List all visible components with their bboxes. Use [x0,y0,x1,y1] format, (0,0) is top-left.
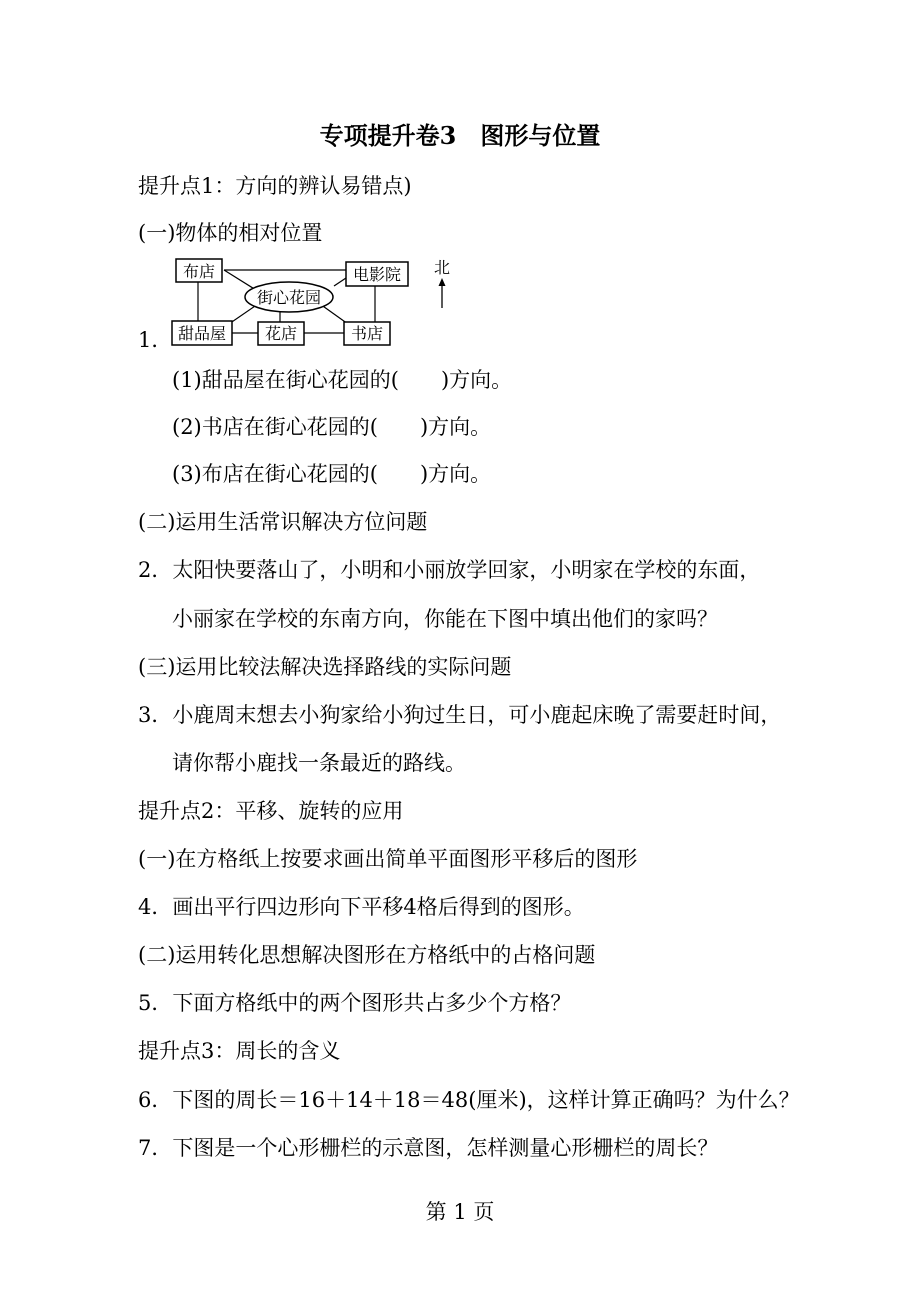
page-number: 第 1 页 [425,1200,495,1224]
question-text: 请你帮小鹿找一条最近的路线。 [172,751,466,775]
subsection-heading: (一)物体的相对位置 [138,221,323,245]
map-label-jie-xin-hua-yuan: 街心花园 [256,288,322,307]
map-label-bu-dian: 布店 [182,262,216,281]
map-label-hua-dian: 花店 [264,324,298,343]
section-heading-1: 提升点1：方向的辨认易错点) [138,174,412,198]
map-label-dian-ying-yuan: 电影院 [352,265,402,284]
section-heading-3: 提升点3：周长的含义 [138,1039,341,1063]
section-heading-2: 提升点2：平移、旋转的应用 [138,799,404,823]
question-text: 2．太阳快要落山了，小明和小丽放学回家，小明家在学校的东面， [138,558,761,582]
north-label: 北 [433,258,451,277]
question-text: 小丽家在学校的东南方向，你能在下图中填出他们的家吗？ [172,607,718,631]
question-text: 5．下面方格纸中的两个图形共占多少个方格？ [138,991,572,1015]
page-title: 专项提升卷3 图形与位置 [319,121,601,150]
map-label-tian-pin-wu: 甜品屋 [177,324,227,343]
subsection-heading: (二)运用转化思想解决图形在方格纸中的占格问题 [138,943,596,967]
subsection-heading: (一)在方格纸上按要求画出简单平面图形平移后的图形 [138,847,638,871]
subsection-heading: (二)运用生活常识解决方位问题 [138,510,428,534]
map-label-shu-dian: 书店 [350,324,384,343]
question-item: (1)甜品屋在街心花园的( )方向。 [172,368,513,392]
question-item: (2)书店在街心花园的( )方向。 [172,415,492,439]
location-map-diagram [160,256,460,348]
question-text: 7．下图是一个心形栅栏的示意图，怎样测量心形栅栏的周长？ [138,1136,719,1160]
question-text: 4．画出平行四边形向下平移4格后得到的图形。 [138,895,585,919]
question-text: 6．下图的周长＝16＋14＋18＝48(厘米)，这样计算正确吗？为什么？ [138,1088,800,1112]
subsection-heading: (三)运用比较法解决选择路线的实际问题 [138,655,512,679]
north-arrow-head-icon [439,278,446,286]
question-text: 3．小鹿周末想去小狗家给小狗过生日，可小鹿起床晚了需要赶时间， [138,703,782,727]
question-item: (3)布店在街心花园的( )方向。 [172,462,492,486]
question-number: 1． [138,328,173,352]
